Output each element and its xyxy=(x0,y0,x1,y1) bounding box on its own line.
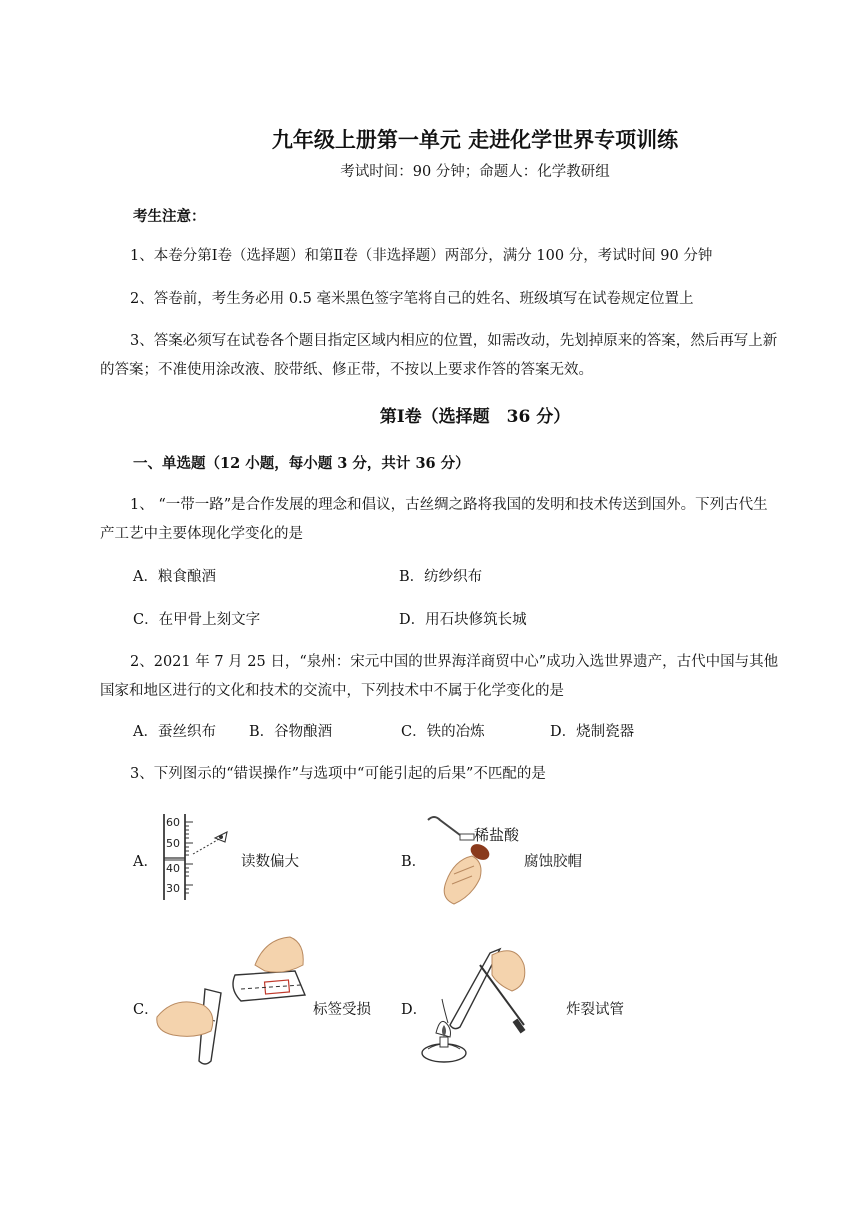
notice-heading: 考生注意： xyxy=(133,208,206,225)
question-1-option-a[interactable]: A．粮食酿酒 xyxy=(133,569,216,585)
notice-item-3: 3、答案必须写在试卷各个题目指定区域内相应的位置，如需改动，先划掉原来的答案，然后再写上新的答案；不准使用涂改液、胶带纸、修正带，不按以上要求作答的答案无效。 xyxy=(100,333,778,378)
question-1-option-d[interactable]: D．用石块修筑长城 xyxy=(399,612,527,628)
question-3-option-c-letter[interactable]: C． xyxy=(133,1002,159,1018)
heating-figure xyxy=(420,945,540,1070)
cylinder-tick-30: 30 xyxy=(166,882,180,895)
question-3-option-d-caption: 炸裂试管 xyxy=(566,1002,624,1018)
page-subtitle: 考试时间：90 分钟；命题人：化学教研组 xyxy=(340,164,610,180)
cylinder-tick-40: 40 xyxy=(166,862,180,875)
question-3-option-b-caption: 腐蚀胶帽 xyxy=(524,854,582,870)
question-2-option-c[interactable]: C．铁的冶炼 xyxy=(401,724,485,740)
cylinder-tick-60: 60 xyxy=(166,816,180,829)
notice-item-2: 2、答卷前，考生务必用 0.5 毫米黑色签字笔将自己的姓名、班级填写在试卷规定位置上 xyxy=(130,291,694,307)
dropper-figure xyxy=(424,812,524,912)
question-3-option-a-letter[interactable]: A． xyxy=(133,854,158,870)
notice-item-1: 1、本卷分第Ⅰ卷（选择题）和第Ⅱ卷（非选择题）两部分，满分 100 分，考试时间 90 分钟 xyxy=(130,248,713,264)
question-1-option-b[interactable]: B．纺纱织布 xyxy=(399,569,483,585)
question-2-option-d[interactable]: D．烧制瓷器 xyxy=(550,724,635,740)
question-2-option-a[interactable]: A．蚕丝织布 xyxy=(133,724,216,740)
question-3-option-a-caption: 读数偏大 xyxy=(241,854,299,870)
question-3-stem: 3、下列图示的“错误操作”与选项中“可能引起的后果”不匹配的是 xyxy=(130,766,546,782)
pouring-figure xyxy=(155,935,315,1070)
graduated-cylinder-figure xyxy=(155,812,235,904)
page-title: 九年级上册第一单元 走进化学世界专项训练 xyxy=(271,127,679,152)
question-3-option-c-caption: 标签受损 xyxy=(313,1002,371,1018)
section-heading: 一、单选题（12 小题，每小题 3 分，共计 36 分） xyxy=(133,455,470,472)
dropper-label: 稀盐酸 xyxy=(474,826,520,844)
question-3-option-b-letter[interactable]: B． xyxy=(401,854,427,870)
part1-title: 第Ⅰ卷（选择题 36 分） xyxy=(379,407,571,427)
question-3-option-d-letter[interactable]: D． xyxy=(401,1002,428,1018)
question-1-stem: 1、 “一带一路”是合作发展的理念和倡议，古丝绸之路将我国的发明和技术传送到国外。下列古代生产工艺中主要体现化学变化的是 xyxy=(100,497,768,542)
question-2-option-b[interactable]: B．谷物酿酒 xyxy=(249,724,333,740)
question-1-option-c[interactable]: C．在甲骨上刻文字 xyxy=(133,612,261,628)
cylinder-tick-50: 50 xyxy=(166,837,180,850)
question-2-stem: 2、2021 年 7 月 25 日，“泉州：宋元中国的世界海洋商贸中心”成功入选世界遗产，古代中国与其他国家和地区进行的文化和技术的交流中，下列技术中不属于化学变化的是 xyxy=(100,654,779,699)
